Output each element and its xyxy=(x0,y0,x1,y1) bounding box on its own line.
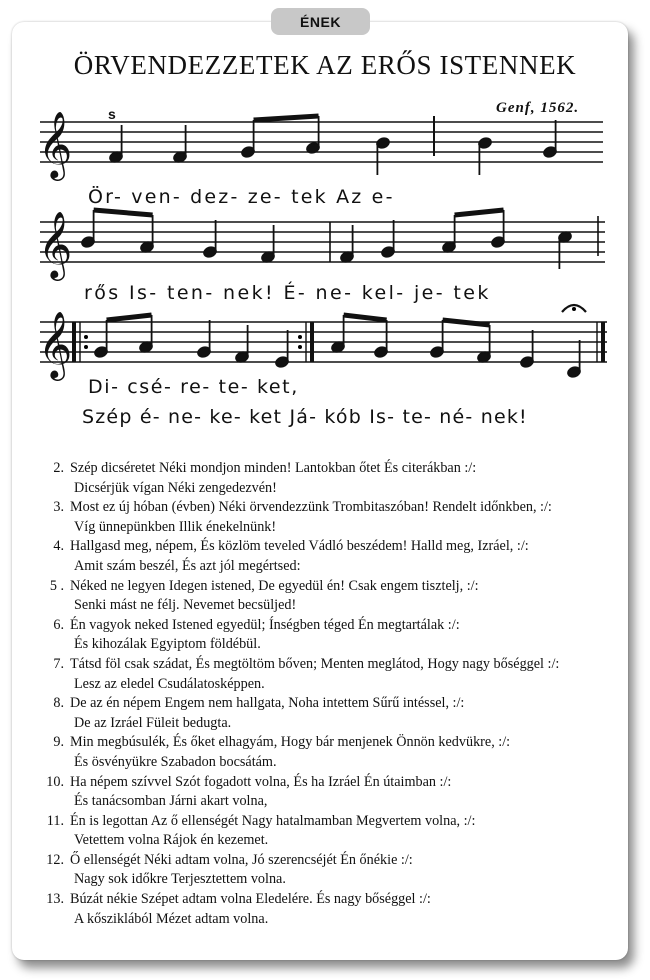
verse-text: Hallgasd meg, népem, És közlöm teveled Vádló beszédem! Halld meg, Izráel, :/: xyxy=(70,538,529,555)
verse-3-line-2: Víg ünnepünkben Illik énekelnünk! xyxy=(74,518,277,535)
verse-number: 13. xyxy=(46,891,64,908)
verse-3-line-1 xyxy=(34,498,614,518)
verse-text: Tátsd föl csak szádat, És megtöltöm bőven; Menten meglátod, Hogy nagy bőséggel :/: xyxy=(70,655,560,672)
section-tab: ÉNEK xyxy=(271,8,370,35)
verse-number: 11. xyxy=(46,812,64,829)
verse-6-line-2: És kihozálak Egyiptom földébül. xyxy=(74,636,261,653)
verse-10-line-2: És tanácsomban Járni akart volna, xyxy=(74,793,268,810)
verse-7-line-1 xyxy=(34,655,614,675)
verse-number: 8. xyxy=(53,695,64,712)
verse-11-line-1 xyxy=(34,812,614,832)
score-mark: s xyxy=(108,106,116,122)
verse-number: 9. xyxy=(53,734,64,751)
verse-13-line-1 xyxy=(34,890,614,910)
verse-text: De az én népem Engem nem hallgata, Noha intettem Sűrű intéssel, :/: xyxy=(70,695,465,712)
verse-12-line-2: Nagy sok időkre Terjesztettem volna. xyxy=(74,871,286,888)
verse-12-line-1 xyxy=(34,851,614,871)
sheet-music xyxy=(0,0,650,440)
verse-text: Min megbúsulék, És őket elhagyám, Hogy bár menjenek Önnön kedvükre, :/: xyxy=(70,734,511,751)
treble-clef-icon: 𝄞 xyxy=(38,210,73,278)
verse-number: 10. xyxy=(46,773,64,790)
verse-6-line-1 xyxy=(34,616,614,636)
lyrics-line-3b: Szép é- ne- ke- ket Já- kób Is- te- né- nek! xyxy=(82,406,528,428)
treble-clef-icon: 𝄞 xyxy=(38,110,73,178)
verse-10-line-1 xyxy=(34,773,614,793)
verse-text: Én is legottan Az ő ellenségét Nagy hatalmamban Megvertem volna, :/: xyxy=(70,812,476,829)
verse-number: 4. xyxy=(53,538,64,555)
verse-2-line-2: Dicsérjük vígan Néki zengedezvén! xyxy=(74,479,277,496)
verse-number: 6. xyxy=(53,616,64,633)
verse-5-line-1 xyxy=(34,577,614,597)
verse-text: Én vagyok neked Istened egyedül; Ínségben téged Én megtartálak :/: xyxy=(70,616,460,633)
verse-number: 5 . xyxy=(49,577,64,594)
song-title: ÖRVENDEZZETEK AZ ERŐS ISTENNEK xyxy=(73,50,577,80)
verse-text: Ha népem szívvel Szót fogadott volna, És ha Izráel Én útaimban :/: xyxy=(70,773,452,790)
verse-2-line-1 xyxy=(34,459,614,479)
source-attribution: Genf, 1562. xyxy=(496,100,580,116)
verse-8-line-2: De az Izráel Füleit bedugta. xyxy=(74,714,232,731)
verse-number: 12. xyxy=(46,851,64,868)
verse-text: Szép dicséretet Néki mondjon minden! Lantokban őtet És citerákban :/: xyxy=(70,460,477,476)
verse-text: Ő ellenségét Néki adtam volna, Jó szerencséjét Én őnékie :/: xyxy=(70,851,413,868)
verse-4-line-1 xyxy=(34,537,614,557)
verse-9-line-2: És ösvényükre Szabadon bocsátám. xyxy=(74,753,277,770)
staff-system-1 xyxy=(38,110,603,181)
lyrics-line-1: Ör- ven- dez- ze- tek Az e- xyxy=(88,186,395,208)
verse-5-line-2: Senki mást ne félj. Nevemet becsüljed! xyxy=(74,597,297,614)
lyrics-line-3a: Di- csé- re- te- ket, xyxy=(88,376,299,398)
treble-clef-icon: 𝄞 xyxy=(38,310,73,378)
verse-number: 2. xyxy=(53,460,64,476)
verse-4-line-2: Amit szám beszél, És azt jól megértsed: xyxy=(74,557,301,574)
verse-text: Néked ne legyen Idegen istened, De egyedül én! Csak engem tisztelj, :/: xyxy=(70,577,479,594)
lyrics-line-2: rős Is- ten- nek! É- ne- kel- je- tek xyxy=(84,282,491,304)
staff-system-3 xyxy=(38,305,607,381)
verse-11-line-2: Vetettem volna Rájok én kezemet. xyxy=(74,832,269,849)
verse-8-line-1 xyxy=(34,694,614,714)
verse-number: 7. xyxy=(53,655,64,672)
verse-7-line-2: Lesz az eledel Csudálatosképpen. xyxy=(74,675,265,692)
verse-text: Most ez új hóban (évben) Néki örvendezzünk Trombitaszóban! Rendelt időnkben, :/: xyxy=(70,499,552,516)
verse-list xyxy=(34,459,614,929)
verse-number: 3. xyxy=(53,499,64,516)
staff-system-2 xyxy=(38,210,605,281)
verse-text: Búzát nékie Szépet adtam volna Eledelére. És nagy bőséggel :/: xyxy=(70,891,431,908)
verse-13-line-2: A kősziklából Mézet adtam volna. xyxy=(74,910,269,927)
verse-9-line-1 xyxy=(34,733,614,753)
